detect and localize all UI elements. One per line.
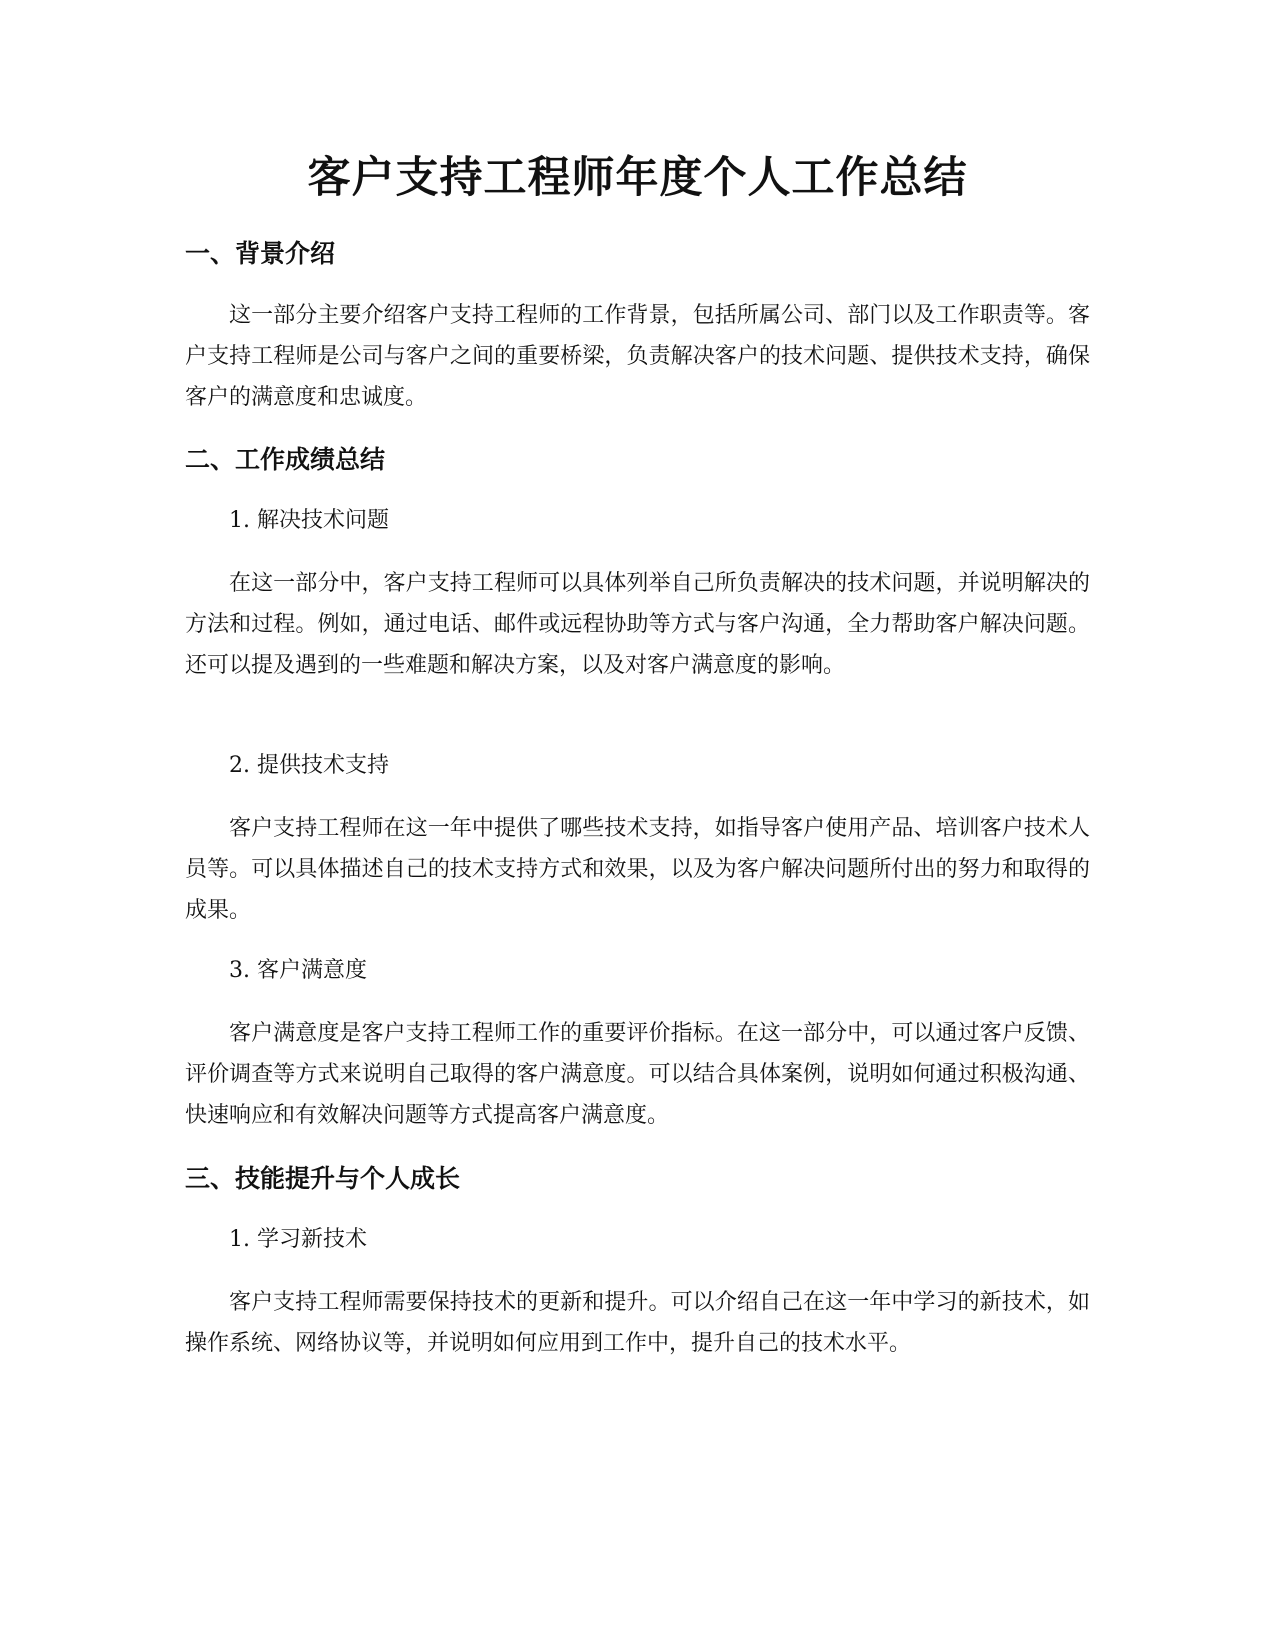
paragraph-solve-problems: 在这一部分中，客户支持工程师可以具体列举自己所负责解决的技术问题，并说明解决的方法和过程。例如，通过电话、邮件或远程协助等方式与客户沟通，全力帮助客户解决问题。还可以提及遇到的一些难题和解决方案，以及对客户满意度的影响。 [185,571,1090,678]
paragraph-satisfaction: 客户满意度是客户支持工程师工作的重要评价指标。在这一部分中，可以通过客户反馈、评价调查等方式来说明自己取得的客户满意度。可以结合具体案例，说明如何通过积极沟通、快速响应和有效解决问题等方式提高客户满意度。 [185,1021,1090,1128]
subheading-solve-problems: 1. 解决技术问题 [229,508,389,533]
subheading-tech-support: 2. 提供技术支持 [229,753,389,778]
paragraph-learn-tech: 客户支持工程师需要保持技术的更新和提升。可以介绍自己在这一年中学习的新技术，如操作系统、网络协议等，并说明如何应用到工作中，提升自己的技术水平。 [185,1290,1090,1356]
subheading-satisfaction: 3. 客户满意度 [229,958,367,983]
section-heading-growth: 三、技能提升与个人成长 [185,1164,461,1193]
paragraph-tech-support: 客户支持工程师在这一年中提供了哪些技术支持，如指导客户使用产品、培训客户技术人员等。可以具体描述自己的技术支持方式和效果，以及为客户解决问题所付出的努力和取得的成果。 [185,816,1090,923]
subheading-learn-tech: 1. 学习新技术 [229,1227,367,1252]
section-heading-achievements: 二、工作成绩总结 [185,445,386,474]
section-heading-background: 一、背景介绍 [185,239,336,268]
document-title: 客户支持工程师年度个人工作总结 [307,153,968,203]
section-paragraph-background: 这一部分主要介绍客户支持工程师的工作背景，包括所属公司、部门以及工作职责等。客户支持工程师是公司与客户之间的重要桥梁，负责解决客户的技术问题、提供技术支持，确保客户的满意度和忠诚度。 [185,303,1090,410]
